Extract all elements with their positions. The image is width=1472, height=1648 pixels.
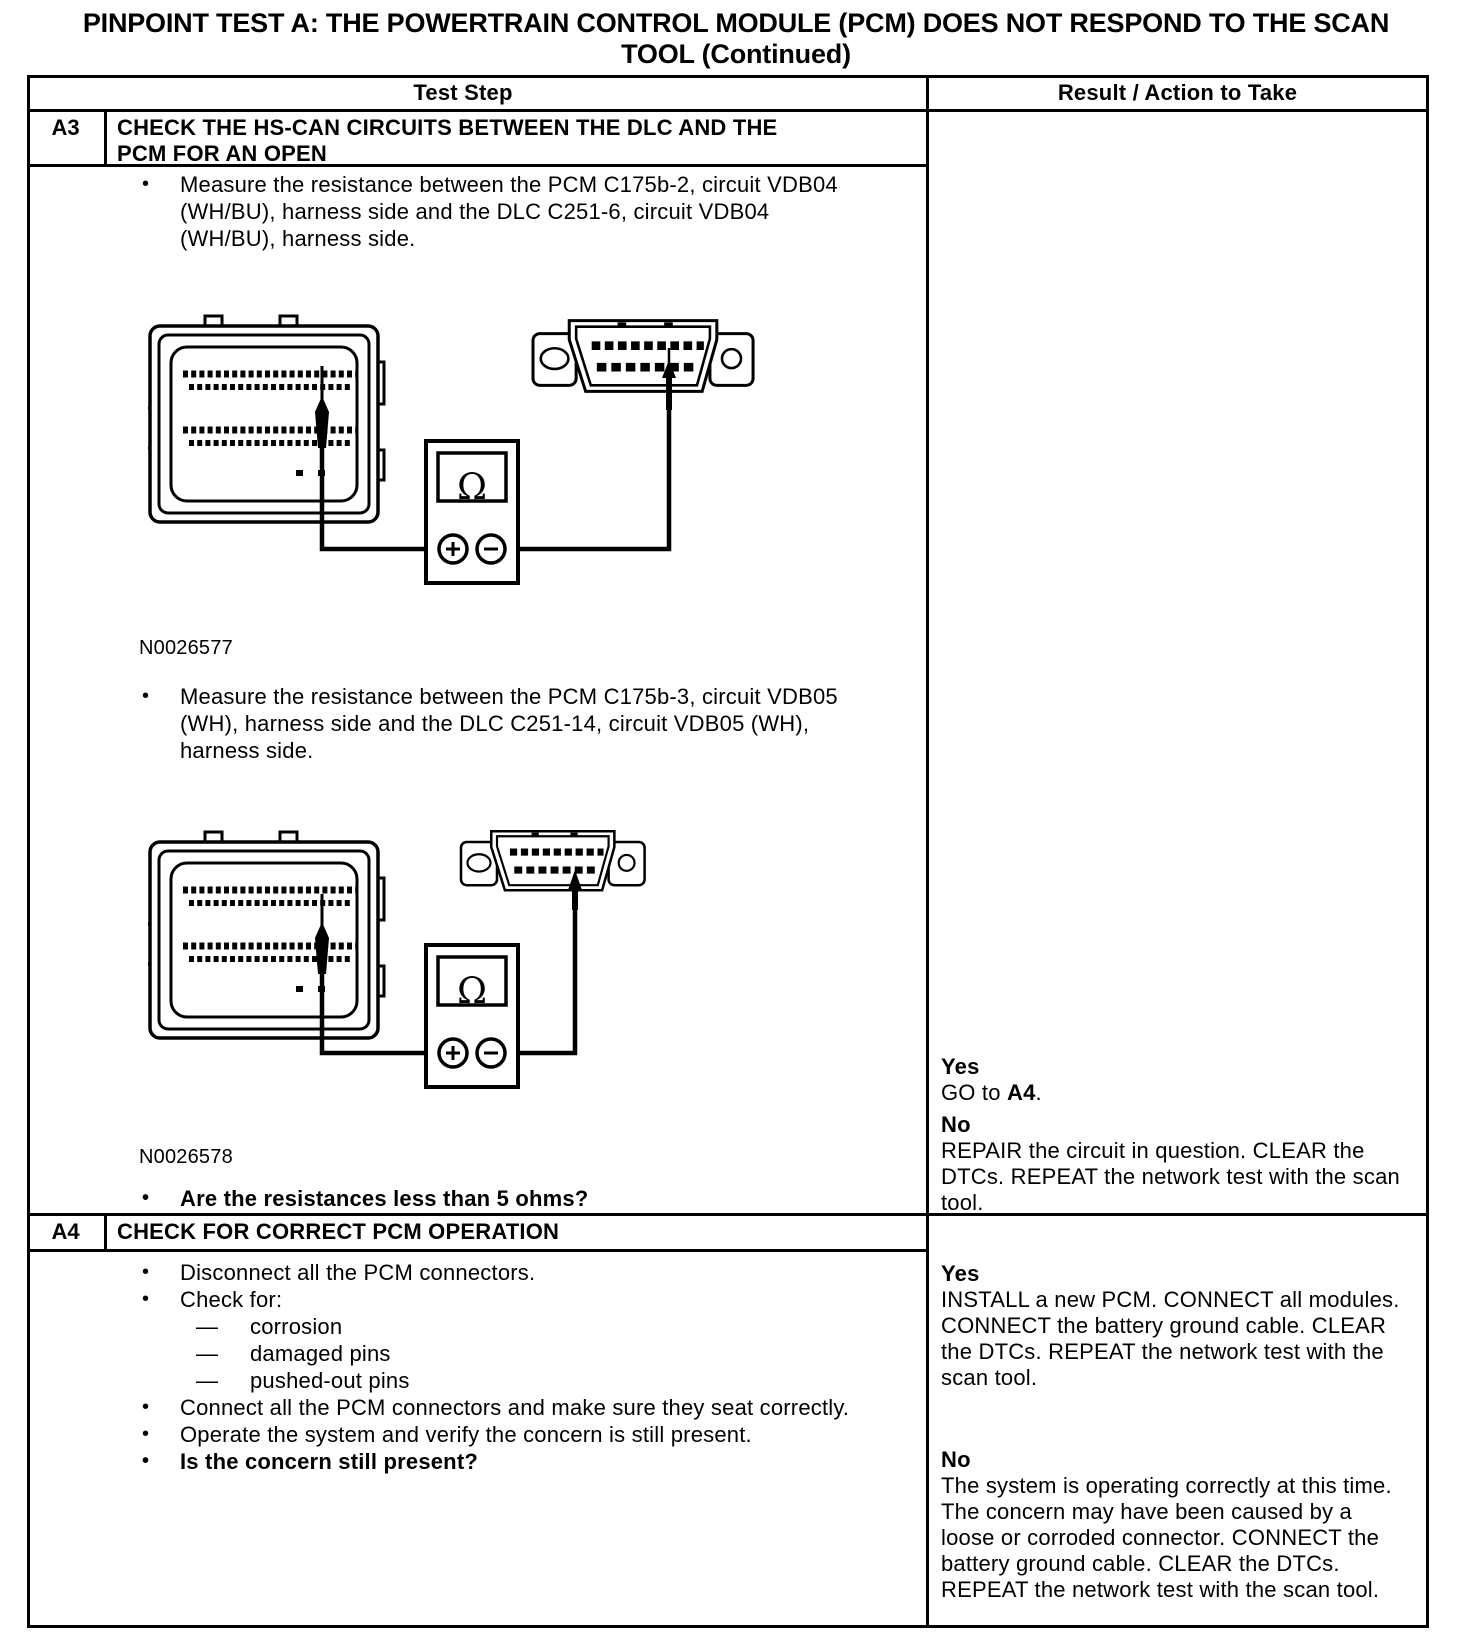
a3-result-cell — [941, 1054, 1406, 1216]
column-header-test-step: Test Step — [413, 80, 513, 105]
a4-bullet-operate: • Operate the system and verify the concern is still present. — [142, 1422, 752, 1447]
a4-bullet-connect: • Connect all the PCM connectors and make sure they seat correctly. — [142, 1395, 850, 1420]
column-header-result: Result / Action to Take — [1057, 80, 1298, 105]
figure-label-1: N0026577 — [139, 637, 233, 659]
a3-step-bullet-1: • Measure the resistance between the PCM C175b-2, circuit VDB04 (WH/BU), harness side and the DLC C251-6, circuit VDB04 (WH/BU), harness side. — [142, 172, 838, 251]
page-title-line1: PINPOINT TEST A: THE POWERTRAIN CONTROL MODULE (PCM) DOES NOT RESPOND TO THE SCAN — [82, 8, 1390, 38]
a4-step-list — [142, 1259, 860, 1475]
a4-yes-label: Yes — [941, 1261, 980, 1286]
a4-bullet-disconnect: • Disconnect all the PCM connectors. — [142, 1260, 536, 1285]
a4-question-bullet: • Is the concern still present? — [142, 1449, 478, 1474]
step-label-a4: A4 — [51, 1219, 80, 1244]
a3-yes-label: Yes — [941, 1054, 980, 1079]
a3-label-divider — [104, 112, 107, 164]
a4-title-row-border — [30, 1249, 926, 1252]
bullet-marker: • — [142, 173, 150, 195]
a3-no-label: No — [941, 1112, 971, 1137]
a4-label-divider — [104, 1216, 107, 1249]
step-label-a3: A3 — [51, 115, 80, 140]
column-divider — [926, 78, 929, 1628]
a3-yes-goto-ref: A4 — [1007, 1080, 1036, 1105]
a4-check-item-corrosion: — corrosion — [196, 1314, 343, 1339]
header-row-border — [30, 109, 1426, 112]
a3-no-action: REPAIR the circuit in question. CLEAR the DTCs. REPEAT the network test with the scan tool. — [941, 1138, 1400, 1215]
a3-question-bullet: • Are the resistances less than 5 ohms? — [142, 1186, 589, 1211]
bullet-marker: • — [142, 685, 150, 707]
a4-no-action: The system is operating correctly at this time. The concern may have been caused by a loose or corroded connector. CONNECT the battery ground cable. CLEAR the DTCs. REPEAT the network test with the scan tool. — [941, 1473, 1392, 1602]
a4-bullet-check-for: • Check for: — [142, 1287, 283, 1312]
a4-check-item-damaged-pins: — damaged pins — [196, 1341, 391, 1366]
figure-label-2: N0026578 — [139, 1146, 233, 1168]
page-title-line2: TOOL (Continued) — [621, 39, 851, 69]
bullet-marker: • — [142, 1187, 150, 1209]
a4-no-label: No — [941, 1447, 971, 1472]
figure-pcm-dlc-ohmmeter-1 — [148, 296, 768, 636]
a4-result-cell — [941, 1261, 1406, 1603]
a3-yes-action: GO to A4. — [941, 1080, 1042, 1105]
page-title — [0, 8, 1472, 70]
step-title-a4: CHECK FOR CORRECT PCM OPERATION — [117, 1219, 560, 1244]
step-title-a3: CHECK THE HS-CAN CIRCUITS BETWEEN THE DLC AND THE PCM FOR AN OPEN — [117, 115, 778, 166]
a4-check-item-pushed-out-pins: — pushed-out pins — [196, 1368, 410, 1393]
a3-step-bullet-2: • Measure the resistance between the PCM C175b-3, circuit VDB05 (WH), harness side and the DLC C251-14, circuit VDB05 (WH), harness side. — [142, 684, 838, 763]
figure-pcm-dlc-ohmmeter-2 — [148, 776, 768, 1116]
a4-yes-action: INSTALL a new PCM. CONNECT all modules. CONNECT the battery ground cable. CLEAR the DTCs. REPEAT the network test with the scan tool. — [941, 1287, 1400, 1390]
